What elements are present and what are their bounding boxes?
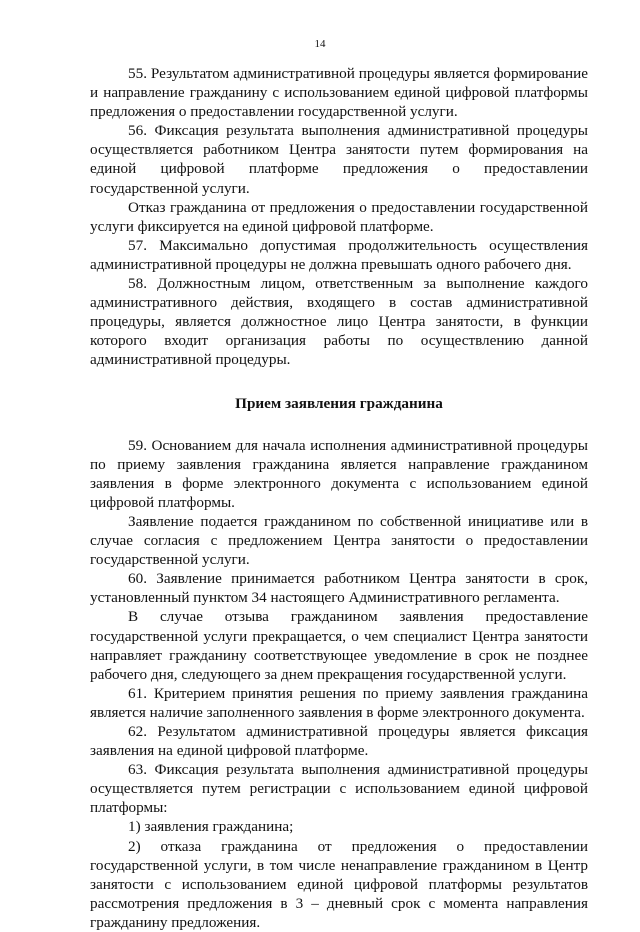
paragraph-63: 63. Фиксация результата выполнения административной процедуры осуществляется путем регистрации с использованием единой цифровой платформы:	[90, 761, 588, 817]
section-heading: Прием заявления гражданина	[235, 394, 443, 412]
paragraph-59-application: Заявление подается гражданином по собственной инициативе или в случае согласия с предложением Центра занятости о предоставлении государственной услуги.	[90, 512, 588, 569]
paragraph-56-refusal: Отказ гражданина от предложения о предоставлении государственной услуги фиксируется на единой цифровой платформе.	[90, 198, 588, 235]
paragraph-56: 56. Фиксация результата выполнения административной процедуры осуществляется работником Центра занятости путем формирования на единой цифровой платформе предложения о предоставлении государственной услуги.	[90, 122, 588, 197]
paragraph-60: 60. Заявление принимается работником Центра занятости в срок, установленный пунктом 34 настоящего Административного регламента.	[90, 570, 588, 607]
paragraph-55: 55. Результатом административной процедуры является формирование и направление гражданину с использованием единой цифровой платформы предложения о предоставлении государственной услуги.	[90, 65, 588, 121]
paragraph-57: 57. Максимально допустимая продолжительность осуществления административной процедуры не должна превышать одного рабочего дня.	[90, 236, 588, 273]
list-item-2: 2) отказа гражданина от предложения о предоставлении государственной услуги, в том числе ненаправление гражданином в Центр занятости с использованием единой цифровой платформы результатов рассмотрения предложения в 3 – дневный срок с момента направления гражданину предложения.	[90, 837, 588, 931]
paragraph-62: 62. Результатом административной процедуры является фиксация заявления на единой цифровой платформе.	[90, 723, 588, 760]
paragraph-60-withdrawal: В случае отзыва гражданином заявления предоставление государственной услуги прекращается, о чем специалист Центра занятости направляет гражданину соответствующее уведомление в срок не позднее рабочего дня, следующего за днем прекращения государственной услуги.	[90, 608, 588, 683]
paragraph-61: 61. Критерием принятия решения по приему заявления гражданина является наличие заполненного заявления в форме электронного документа.	[90, 684, 588, 721]
document-body	[90, 64, 588, 932]
paragraph-59: 59. Основанием для начала исполнения административной процедуры по приему заявления гражданина является направление гражданином заявления в форме электронного документа с использованием единой цифровой платформы.	[90, 436, 588, 511]
list-item-1: 1) заявления гражданина;	[128, 818, 294, 836]
paragraph-58: 58. Должностным лицом, ответственным за выполнение каждого административного действия, входящего в состав административной процедуры, является должностное лицо Центра занятости, в функции которого входит организация работы по осуществлению данной административной процедуры.	[90, 275, 588, 369]
page-number: 14	[314, 38, 326, 50]
